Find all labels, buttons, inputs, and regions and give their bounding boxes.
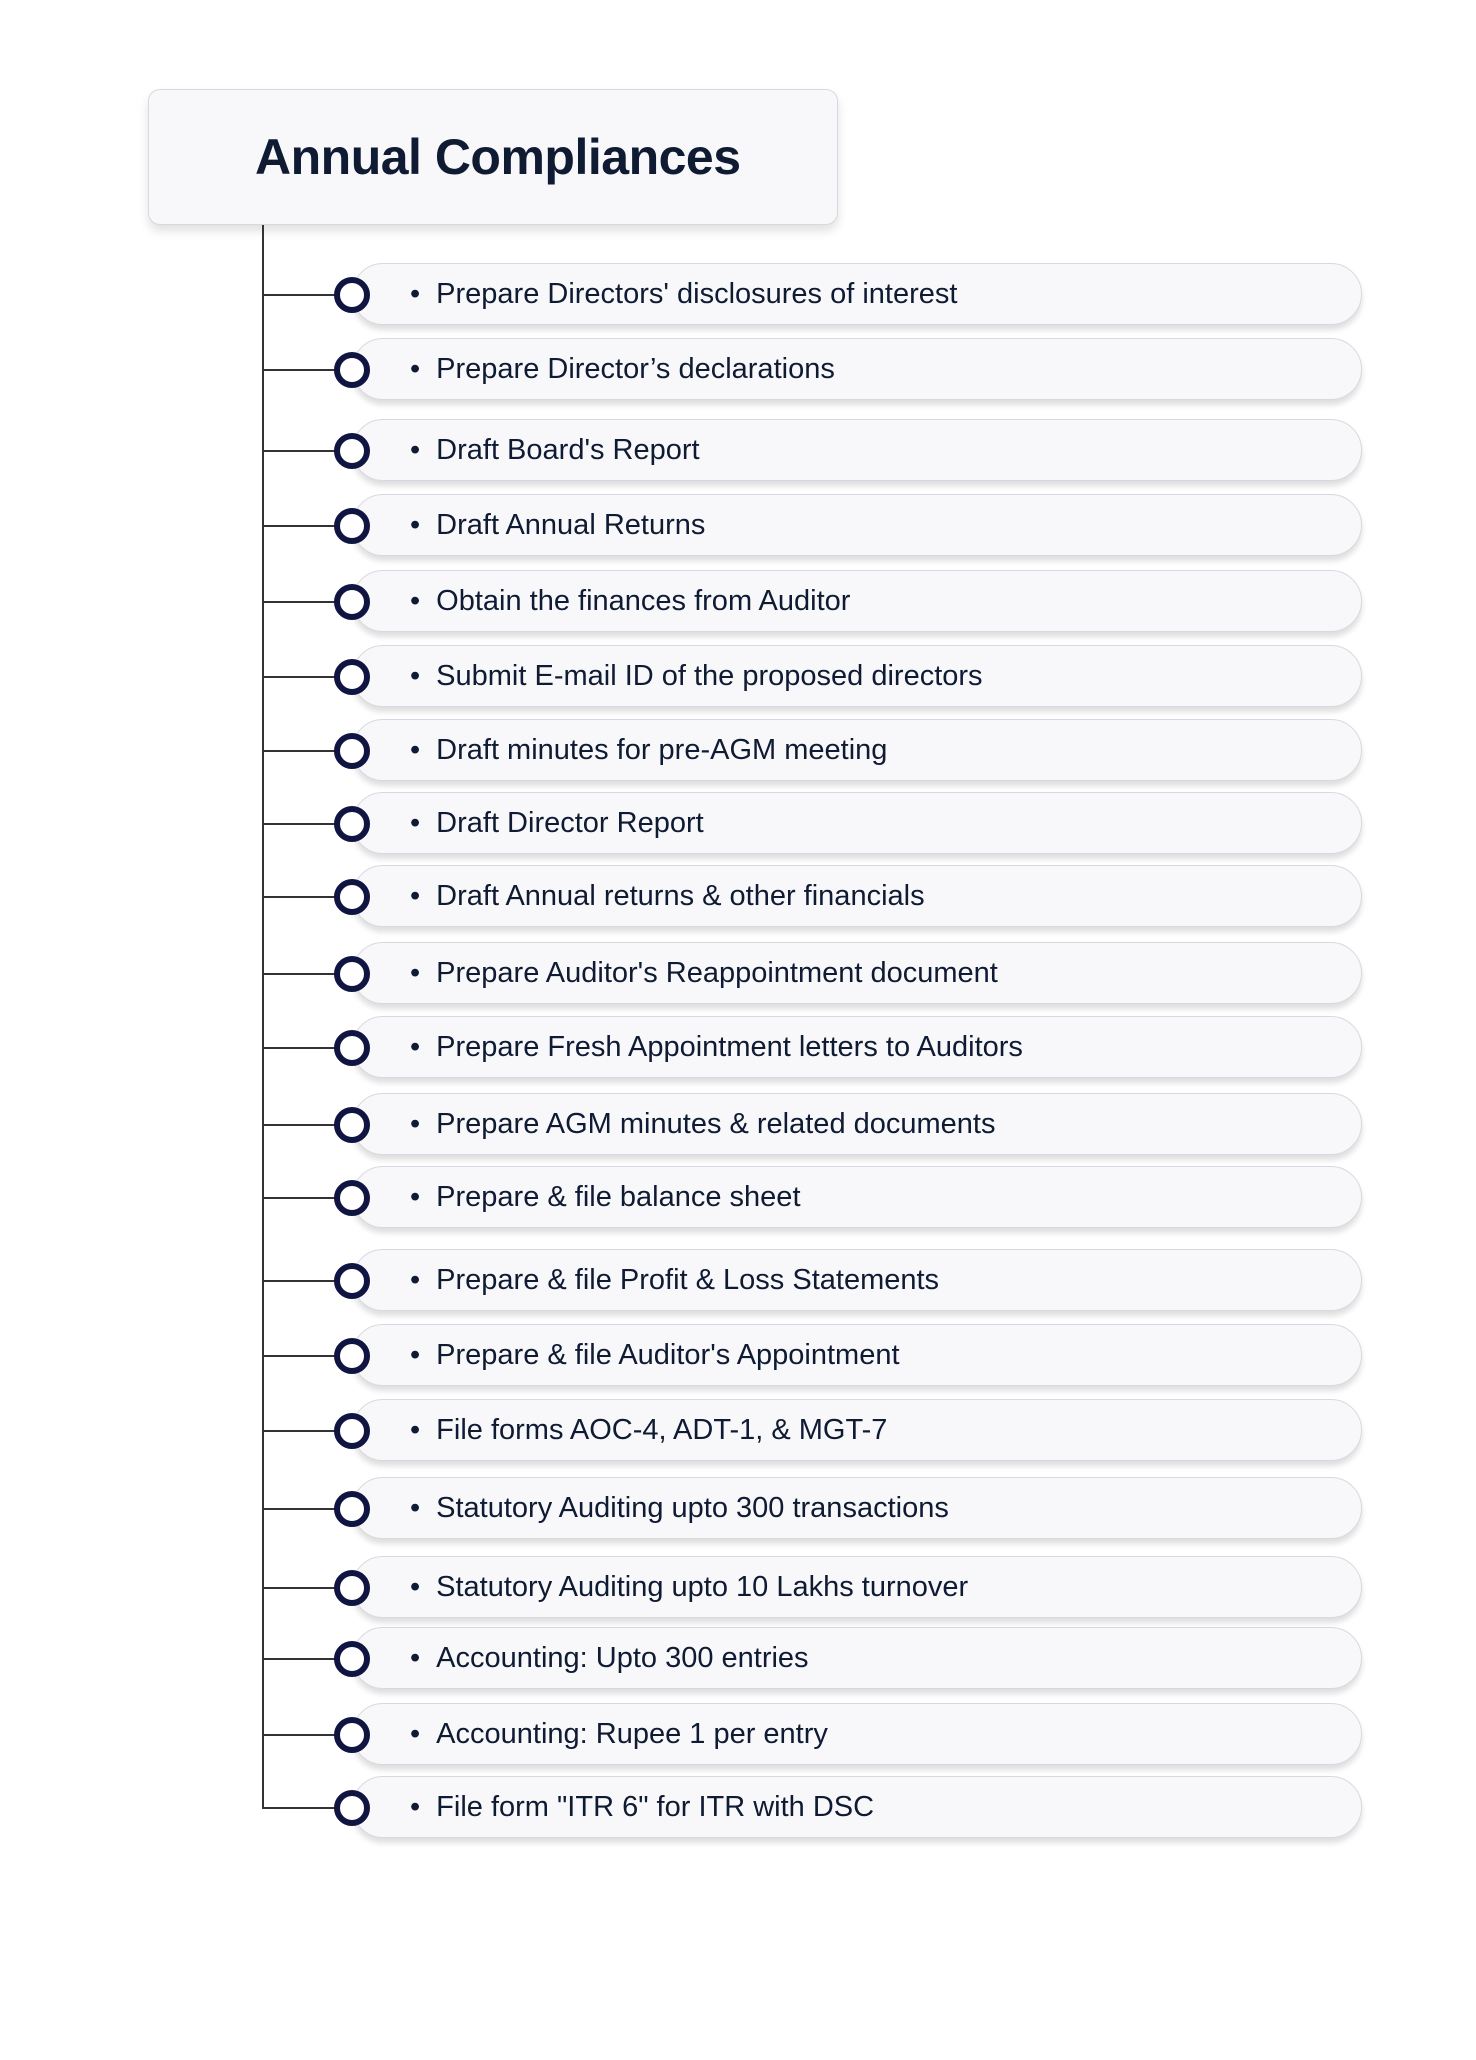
item-label: • Prepare & file Auditor's Appointment	[410, 1339, 900, 1372]
node-circle-icon	[334, 1790, 370, 1826]
connector-line	[262, 1047, 342, 1049]
connector-line	[262, 450, 342, 452]
list-item	[262, 1399, 1372, 1463]
connector-line	[262, 1197, 342, 1199]
list-item	[262, 1093, 1372, 1157]
list-item	[262, 1703, 1372, 1767]
connector-line	[262, 525, 342, 527]
node-circle-icon	[334, 956, 370, 992]
node-circle-icon	[334, 1107, 370, 1143]
list-item	[262, 419, 1372, 483]
list-item	[262, 942, 1372, 1006]
node-circle-icon	[334, 1413, 370, 1449]
list-item	[262, 1776, 1372, 1840]
item-label: • Draft Annual returns & other financials	[410, 880, 925, 913]
node-circle-icon	[334, 508, 370, 544]
item-label: • Accounting: Upto 300 entries	[410, 1642, 809, 1675]
list-item	[262, 792, 1372, 856]
list-item	[262, 1166, 1372, 1230]
list-item	[262, 263, 1372, 327]
node-circle-icon	[334, 879, 370, 915]
connector-line	[262, 1280, 342, 1282]
item-label: • Draft Director Report	[410, 807, 704, 840]
list-item	[262, 645, 1372, 709]
item-label: • Draft minutes for pre-AGM meeting	[410, 734, 887, 767]
node-circle-icon	[334, 1030, 370, 1066]
item-label: • Prepare & file balance sheet	[410, 1181, 801, 1214]
item-label: • Prepare AGM minutes & related documents	[410, 1108, 995, 1141]
connector-line	[262, 1124, 342, 1126]
connector-line	[262, 676, 342, 678]
node-circle-icon	[334, 733, 370, 769]
connector-line	[262, 1734, 342, 1736]
node-circle-icon	[334, 433, 370, 469]
node-circle-icon	[334, 277, 370, 313]
item-label: • Prepare & file Profit & Loss Statements	[410, 1264, 939, 1297]
item-label: • Prepare Directors' disclosures of interest	[410, 278, 957, 311]
list-item	[262, 1324, 1372, 1388]
list-item	[262, 1016, 1372, 1080]
item-label: • Prepare Fresh Appointment letters to Auditors	[410, 1031, 1023, 1064]
item-label: • Draft Annual Returns	[410, 509, 705, 542]
node-circle-icon	[334, 659, 370, 695]
connector-line	[262, 1658, 342, 1660]
node-circle-icon	[334, 352, 370, 388]
node-circle-icon	[334, 1641, 370, 1677]
list-item	[262, 570, 1372, 634]
diagram-title: Annual Compliances	[255, 129, 741, 185]
connector-line	[262, 1355, 342, 1357]
node-circle-icon	[334, 1180, 370, 1216]
node-circle-icon	[334, 1491, 370, 1527]
item-label: • Submit E-mail ID of the proposed directors	[410, 660, 983, 693]
item-label: • File form "ITR 6" for ITR with DSC	[410, 1791, 874, 1824]
list-item	[262, 338, 1372, 402]
title-box	[148, 89, 838, 225]
list-item	[262, 1627, 1372, 1691]
node-circle-icon	[334, 1717, 370, 1753]
list-item	[262, 1556, 1372, 1620]
connector-line	[262, 1508, 342, 1510]
connector-line	[262, 369, 342, 371]
list-item	[262, 1477, 1372, 1541]
connector-line	[262, 1587, 342, 1589]
connector-line	[262, 750, 342, 752]
connector-line	[262, 1430, 342, 1432]
connector-line	[262, 601, 342, 603]
list-item	[262, 1249, 1372, 1313]
list-item	[262, 719, 1372, 783]
item-label: • Prepare Auditor's Reappointment document	[410, 957, 998, 990]
connector-line	[262, 973, 342, 975]
item-label: • Statutory Auditing upto 10 Lakhs turnover	[410, 1571, 968, 1604]
connector-line	[262, 823, 342, 825]
item-label: • Statutory Auditing upto 300 transactions	[410, 1492, 949, 1525]
list-item	[262, 865, 1372, 929]
list-item	[262, 494, 1372, 558]
connector-line	[262, 896, 342, 898]
node-circle-icon	[334, 1338, 370, 1374]
item-label: • Prepare Director’s declarations	[410, 353, 835, 386]
item-label: • Obtain the finances from Auditor	[410, 585, 850, 618]
item-label: • File forms AOC-4, ADT-1, & MGT-7	[410, 1414, 887, 1447]
node-circle-icon	[334, 1263, 370, 1299]
node-circle-icon	[334, 584, 370, 620]
item-label: • Accounting: Rupee 1 per entry	[410, 1718, 828, 1751]
node-circle-icon	[334, 806, 370, 842]
connector-line	[262, 294, 342, 296]
node-circle-icon	[334, 1570, 370, 1606]
connector-line	[262, 1807, 342, 1809]
item-label: • Draft Board's Report	[410, 434, 700, 467]
